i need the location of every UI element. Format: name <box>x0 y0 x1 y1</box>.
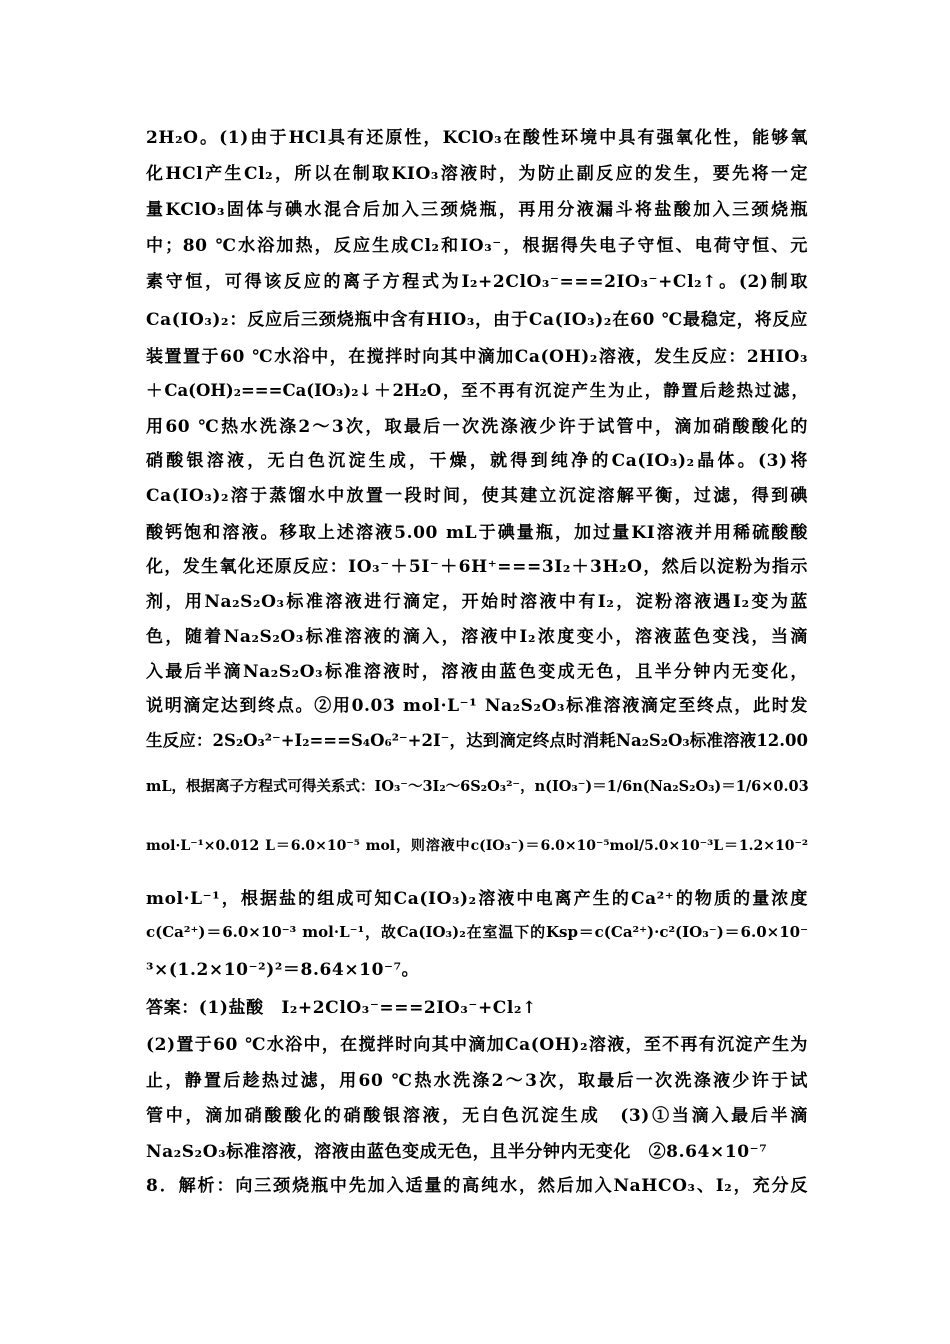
text-line: 酸钙饱和溶液。移取上述溶液5.00 mL于碘量瓶，加过量KI溶液并用稀硫酸酸 <box>146 523 808 543</box>
text-line: 入最后半滴Na₂S₂O₃标准溶液时，溶液由蓝色变成无色，且半分钟内无变化， <box>146 662 808 682</box>
text-line: 化，发生氧化还原反应：IO₃⁻＋5I⁻＋6H⁺===3I₂＋3H₂O，然后以淀粉为指示 <box>146 557 808 577</box>
text-line: Ca(IO₃)₂：反应后三颈烧瓶中含有HIO₃，由于Ca(IO₃)₂在60 ℃最稳定，将反应 <box>146 310 808 330</box>
next-question-line: 8．解析：向三颈烧瓶中先加入适量的高纯水，然后加入NaHCO₃、I₂，充分反 <box>146 1176 808 1196</box>
text-line: mol·L⁻¹×0.012 L＝6.0×10⁻⁵ mol，则溶液中c(IO₃⁻)＝6.0×10⁻⁵mol/5.0×10⁻³L＝1.2×10⁻² <box>146 838 808 854</box>
text-line: 说明滴定达到终点。②用0.03 mol·L⁻¹ Na₂S₂O₃标准溶液滴定至终点，此时发 <box>146 696 808 716</box>
text-line: ＋Ca(OH)₂===Ca(IO₃)₂↓＋2H₂O，至不再有沉淀产生为止，静置后趁热过滤， <box>146 381 808 400</box>
text-line: 量KClO₃固体与碘水混合后加入三颈烧瓶，再用分液漏斗将盐酸加入三颈烧瓶 <box>146 200 808 220</box>
text-line: Ca(IO₃)₂溶于蒸馏水中放置一段时间，使其建立沉淀溶解平衡，过滤，得到碘 <box>146 486 808 506</box>
answer-heading-line: 答案：(1)盐酸 I₂+2ClO₃⁻===2IO₃⁻+Cl₂↑ <box>146 998 537 1018</box>
text-line: 装置置于60 ℃水浴中，在搅拌时向其中滴加Ca(OH)₂溶液，发生反应：2HIO₃ <box>146 347 808 367</box>
text-line: 硝酸银溶液，无白色沉淀生成，干燥，就得到纯净的Ca(IO₃)₂晶体。(3)将 <box>146 451 808 471</box>
text-line: 止，静置后趁热过滤，用60 ℃热水洗涤2～3次，取最后一次洗涤液少许于试 <box>146 1071 808 1091</box>
text-line: (2)置于60 ℃水浴中，在搅拌时向其中滴加Ca(OH)₂溶液，至不再有沉淀产生为 <box>146 1035 808 1055</box>
text-line: 管中，滴加硝酸酸化的硝酸银溶液，无白色沉淀生成 (3)①当滴入最后半滴 <box>146 1106 808 1126</box>
text-line: 中；80 ℃水浴加热，反应生成Cl₂和IO₃⁻，根据得失电子守恒、电荷守恒、元 <box>146 236 808 256</box>
text-line: 素守恒，可得该反应的离子方程式为I₂+2ClO₃⁻===2IO₃⁻+Cl₂↑。(2)制取 <box>146 272 808 292</box>
text-line: 色，随着Na₂S₂O₃标准溶液的滴入，溶液中I₂浓度变小，溶液蓝色变浅，当滴 <box>146 627 808 647</box>
text-line: 剂，用Na₂S₂O₃标准溶液进行滴定，开始时溶液中有I₂，淀粉溶液遇I₂变为蓝 <box>146 592 808 612</box>
text-line: ³×(1.2×10⁻²)²＝8.64×10⁻⁷。 <box>146 960 420 980</box>
text-line: 化HCl产生Cl₂，所以在制取KIO₃溶液时，为防止副反应的发生，要先将一定 <box>146 164 808 184</box>
text-line: 用60 ℃热水洗涤2～3次，取最后一次洗涤液少许于试管中，滴加硝酸酸化的 <box>146 417 808 437</box>
text-line: Na₂S₂O₃标准溶液，溶液由蓝色变成无色，且半分钟内无变化 ②8.64×10⁻⁷ <box>146 1142 768 1162</box>
text-line: 生反应：2S₂O₃²⁻+I₂===S₄O₆²⁻+2I⁻，达到滴定终点时消耗Na₂S₂O₃标准溶液12.00 <box>146 731 808 750</box>
text-line: mL，根据离子方程式可得关系式：IO₃⁻～3I₂～6S₂O₃²⁻，n(IO₃⁻)＝1/6n(Na₂S₂O₃)＝1/6×0.03 <box>146 778 809 795</box>
text-line: c(Ca²⁺)＝6.0×10⁻³ mol·L⁻¹，故Ca(IO₃)₂在室温下的Ksp＝c(Ca²⁺)·c²(IO₃⁻)＝6.0×10⁻ <box>146 923 808 941</box>
text-line: 2H₂O。(1)由于HCl具有还原性，KClO₃在酸性环境中具有强氧化性，能够氧 <box>146 128 808 148</box>
text-line: mol·L⁻¹，根据盐的组成可知Ca(IO₃)₂溶液中电离产生的Ca²⁺的物质的量浓度 <box>146 889 808 909</box>
